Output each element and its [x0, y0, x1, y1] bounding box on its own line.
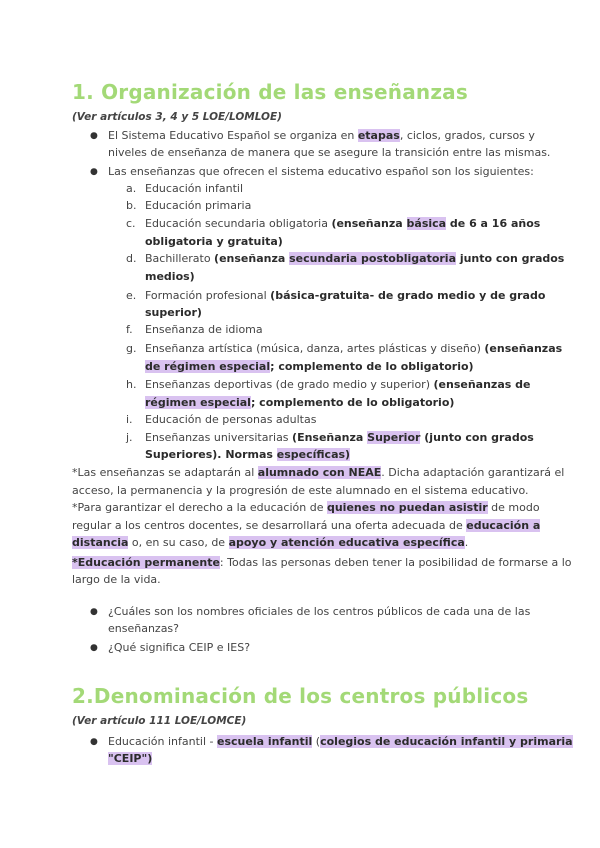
- section-1-title: 1. Organización de las enseñanzas: [72, 80, 468, 104]
- bullet-2-line-1: Las enseñanzas que ofrecen el sistema educativo español son los siguientes:: [108, 165, 534, 178]
- note-neae-line-1: *Las enseñanzas se adaptarán al alumnado con NEAE. Dicha adaptación garantizará el: [72, 466, 565, 479]
- list-item-g: Enseñanza artística (música, danza, artes plásticas y diseño) (enseñanzas: [145, 342, 563, 355]
- list-item-j: Enseñanzas universitarias (Enseñanza Superior (junto con grados: [145, 431, 534, 444]
- section-1-reference: (Ver artículos 3, 4 y 5 LOE/LOMLOE): [72, 111, 282, 123]
- section-2-bullet-1-line-1: Educación infantil - escuela infantil (colegios de educación infantil y primaria: [108, 735, 573, 748]
- list-marker-b: b.: [126, 199, 137, 212]
- list-marker-j: j.: [126, 431, 133, 444]
- section-2-bullet-1-line-2: "CEIP"): [108, 752, 153, 765]
- list-item-i: Educación de personas adultas: [145, 413, 317, 426]
- list-item-e-line-2: superior): [145, 306, 202, 319]
- list-marker-c: c.: [126, 217, 136, 230]
- note-distancia-line-3: distancia o, en su caso, de apoyo y atención educativa específica.: [72, 536, 469, 549]
- list-item-c-line-2: obligatoria y gratuita): [145, 235, 283, 248]
- section-2-title: 2.Denominación de los centros públicos: [72, 684, 529, 708]
- list-marker-e: e.: [126, 289, 137, 302]
- question-2: ¿Qué significa CEIP e IES?: [108, 641, 251, 654]
- list-marker-a: a.: [126, 182, 137, 195]
- note-neae-line-2: acceso, la permanencia y la progresión de este alumnado en el sistema educativo.: [72, 484, 529, 497]
- list-marker-d: d.: [126, 252, 137, 265]
- bullet-1-line-1: El Sistema Educativo Español se organiza en etapas, ciclos, grados, cursos y: [108, 129, 535, 142]
- list-marker-i: i.: [126, 413, 133, 426]
- list-item-h-line-2: régimen especial; complemento de lo obligatorio): [145, 396, 455, 409]
- bullet-icon: ●: [90, 607, 98, 617]
- list-item-j-line-2: Superiores). Normas específicas): [145, 448, 351, 461]
- note-permanente-line-1: *Educación permanente: Todas las personas deben tener la posibilidad de formarse a lo: [72, 556, 572, 569]
- list-item-b: Educación primaria: [145, 199, 252, 212]
- bullet-icon: ●: [90, 167, 98, 177]
- list-marker-h: h.: [126, 378, 137, 391]
- note-permanente-line-2: largo de la vida.: [72, 573, 161, 586]
- list-item-d-line-2: medios): [145, 270, 195, 283]
- list-item-d: Bachillerato (enseñanza secundaria postobligatoria junto con grados: [145, 252, 565, 265]
- bullet-icon: ●: [90, 737, 98, 747]
- note-distancia-line-1: *Para garantizar el derecho a la educación de quienes no puedan asistir de modo: [72, 501, 540, 514]
- note-distancia-line-2: regular a los centros docentes, se desarrollará una oferta adecuada de educación a: [72, 519, 541, 532]
- section-2-reference: (Ver artículo 111 LOE/LOMCE): [72, 715, 247, 727]
- list-item-c: Educación secundaria obligatoria (enseñanza básica de 6 a 16 años: [145, 217, 541, 230]
- question-1-line-2: enseñanzas?: [108, 622, 180, 635]
- list-item-g-line-2: de régimen especial; complemento de lo obligatorio): [145, 360, 474, 373]
- bullet-icon: ●: [90, 643, 98, 653]
- list-marker-g: g.: [126, 342, 137, 355]
- list-item-e: Formación profesional (básica-gratuita- de grado medio y de grado: [145, 289, 546, 302]
- list-marker-f: f.: [126, 323, 133, 336]
- list-item-a: Educación infantil: [145, 182, 244, 195]
- bullet-1-line-2: niveles de enseñanza de manera que se asegure la transición entre las mismas.: [108, 146, 551, 159]
- question-1-line-1: ¿Cuáles son los nombres oficiales de los centros públicos de cada una de las: [108, 605, 531, 618]
- bullet-icon: ●: [90, 131, 98, 141]
- list-item-f: Enseñanza de idioma: [145, 323, 263, 336]
- list-item-h: Enseñanzas deportivas (de grado medio y superior) (enseñanzas de: [145, 378, 531, 391]
